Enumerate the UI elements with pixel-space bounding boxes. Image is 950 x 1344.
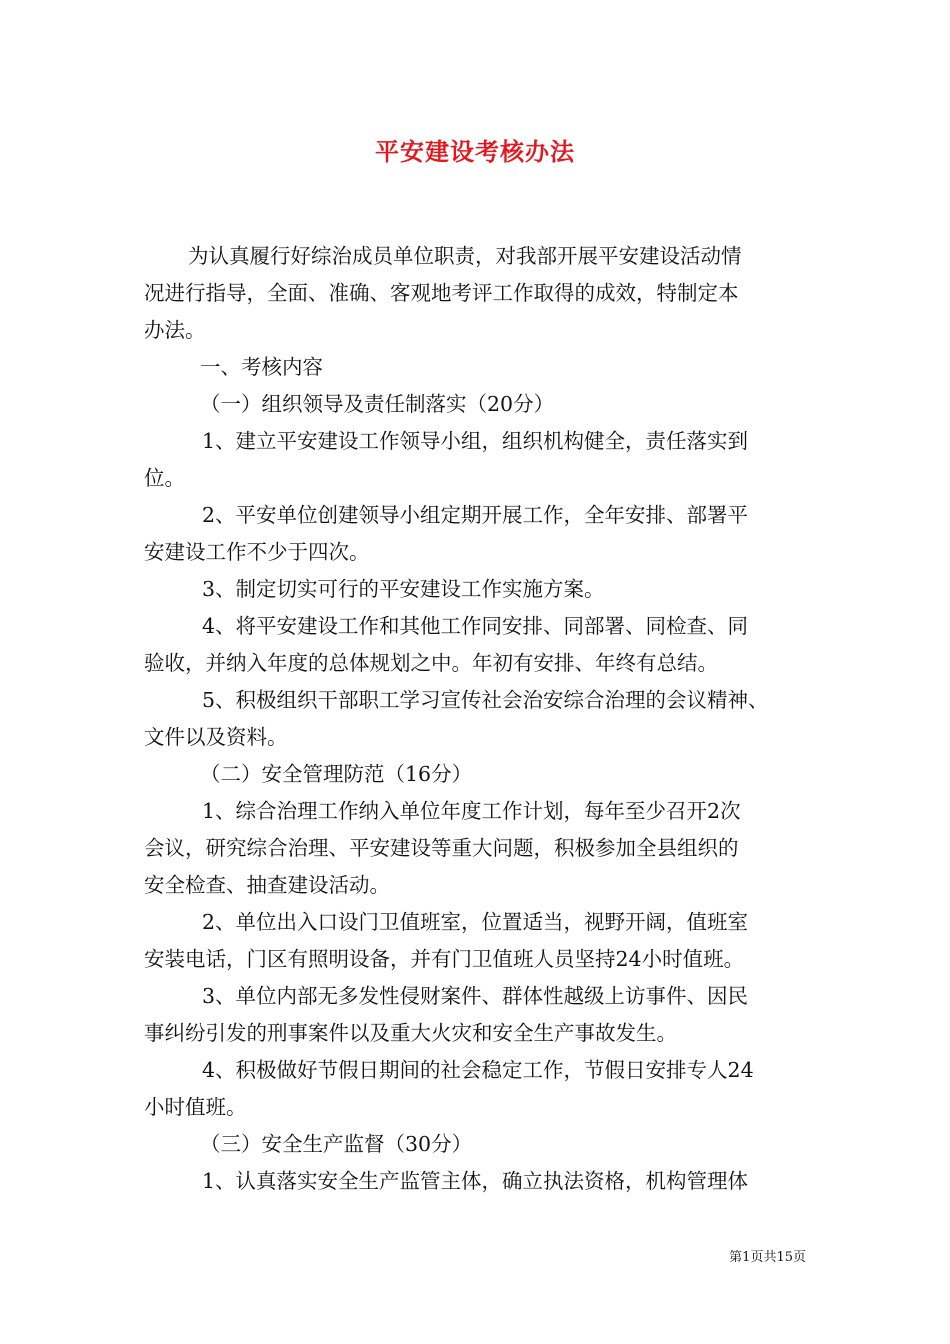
text-line: 位。 bbox=[144, 466, 185, 490]
text-line: 安建设工作不少于四次。 bbox=[144, 540, 370, 564]
text-line: 4、将平安建设工作和其他工作同安排、同部署、同检查、同 bbox=[202, 614, 749, 638]
text-line: 事纠纷引发的刑事案件以及重大火灾和安全生产事故发生。 bbox=[144, 1021, 677, 1045]
text-line: （二）安全管理防范（16分） bbox=[200, 762, 473, 786]
text-line: 验收，并纳入年度的总体规划之中。年初有安排、年终有总结。 bbox=[144, 651, 718, 675]
text-line: 5、积极组织干部职工学习宣传社会治安综合治理的会议精神、 bbox=[202, 688, 769, 712]
document-title: 平安建设考核办法 bbox=[375, 137, 575, 166]
text-line: 办法。 bbox=[144, 318, 206, 342]
text-line: 4、积极做好节假日期间的社会稳定工作，节假日安排专人24 bbox=[202, 1058, 754, 1082]
text-line: 会议，研究综合治理、平安建设等重大问题，积极参加全县组织的 bbox=[144, 836, 739, 860]
text-line: 安全检查、抽查建设活动。 bbox=[144, 873, 390, 897]
page-footer: 第1页共15页 bbox=[729, 1250, 806, 1265]
text-line: 为认真履行好综治成员单位职责，对我部开展平安建设活动情 bbox=[188, 244, 742, 268]
text-line: 2、单位出入口设门卫值班室，位置适当，视野开阔，值班室 bbox=[202, 910, 749, 934]
text-line: 小时值班。 bbox=[144, 1095, 247, 1119]
text-line: 1、认真落实安全生产监管主体，确立执法资格，机构管理体 bbox=[202, 1169, 749, 1193]
text-line: （三）安全生产监督（30分） bbox=[200, 1132, 473, 1156]
text-line: 一、考核内容 bbox=[200, 355, 323, 379]
text-line: （一）组织领导及责任制落实（20分） bbox=[200, 392, 555, 416]
text-line: 1、综合治理工作纳入单位年度工作计划，每年至少召开2次 bbox=[202, 799, 741, 823]
text-line: 文件以及资料。 bbox=[144, 725, 288, 749]
text-line: 3、单位内部无多发性侵财案件、群体性越级上访事件、因民 bbox=[202, 984, 749, 1008]
text-line: 2、平安单位创建领导小组定期开展工作，全年安排、部署平 bbox=[202, 503, 749, 527]
document-body bbox=[144, 238, 824, 1200]
text-line: 安装电话，门区有照明设备，并有门卫值班人员坚持24小时值班。 bbox=[144, 947, 745, 971]
text-line: 1、建立平安建设工作领导小组，组织机构健全，责任落实到 bbox=[202, 429, 749, 453]
text-line: 况进行指导，全面、准确、客观地考评工作取得的成效，特制定本 bbox=[144, 281, 739, 305]
text-line: 3、制定切实可行的平安建设工作实施方案。 bbox=[202, 577, 605, 601]
